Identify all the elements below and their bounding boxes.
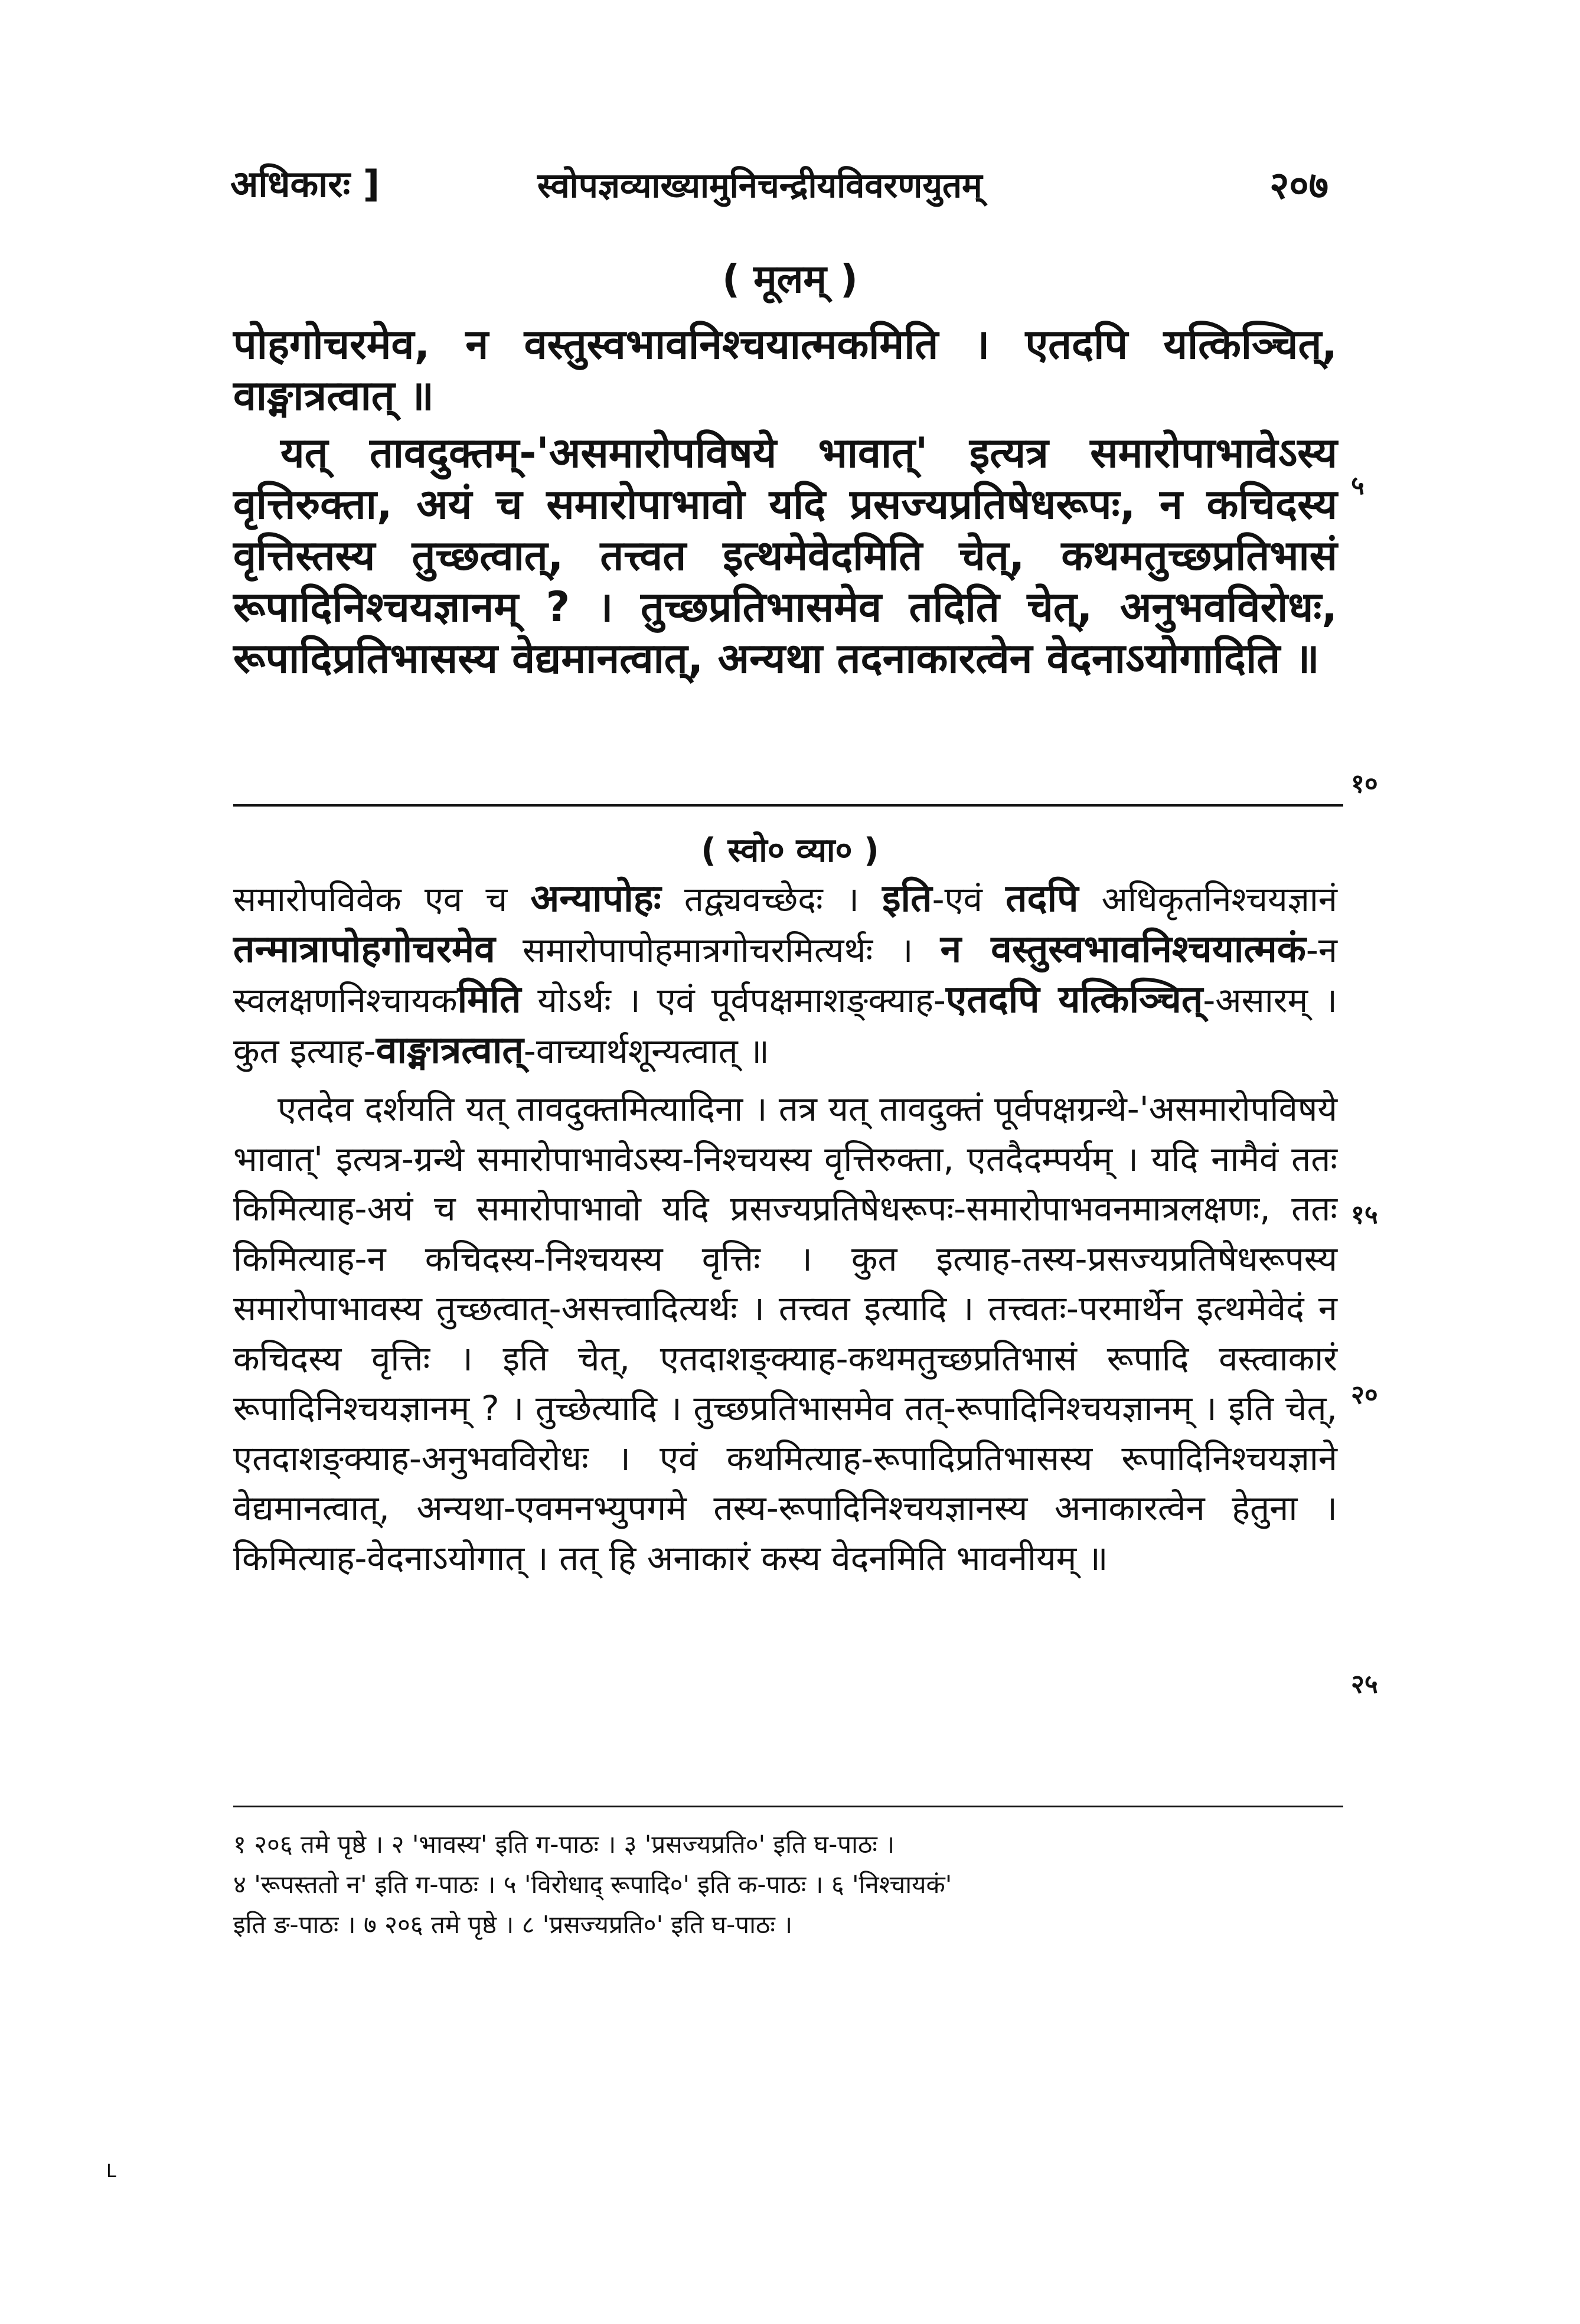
text-run: -असारम् । कुत इत्याह-	[233, 980, 1338, 1071]
lemma: तदपि	[1006, 877, 1079, 921]
footnote-line-3: इति ङ-पाठः । ७ २०६ तमे पृष्ठे । ८ 'प्रसज्यप्रति०' इति घ-पाठः ।	[233, 1910, 793, 1939]
lemma: वाङ्मात्रत्वात्	[376, 1028, 524, 1072]
line-number-20: २०	[1351, 1380, 1378, 1410]
vyakhya-paragraph-2: एतदेव दर्शयति यत् तावदुक्तमित्यादिना । तत्र यत् तावदुक्तं पूर्वपक्षग्रन्थे-'असमारोपविषये भावात्' इत्यत्र-ग्रन्थे समारोपाभावेऽस्य-निश्चयस्य वृत्तिरुक्ता, एतदैदम्पर्यम् । यदि नामैवं ततः किमित्याह-अयं च समारोपाभावो यदि प्रसज्यप्रतिषेधरूपः-समारोपाभवनमात्रलक्षणः, ततः किमित्याह-न कचिदस्य-निश्चयस्य वृत्तिः । कुत इत्याह-तस्य-प्रसज्यप्रतिषेधरूपस्य समारोपाभावस्य तुच्छत्वात्-असत्त्वादित्यर्थः । तत्त्वत इत्यादि । तत्त्वतः-परमार्थेन इत्थमेवेदं न कचिदस्य वृत्तिः । इति चेत्, एतदाशङ्क्याह-कथमतुच्छप्रतिभासं रूपादि वस्त्वाकारं रूपादिनिश्चयज्ञानम् ? । तुच्छेत्यादि । तुच्छप्रतिभासमेव तत्-रूपादिनिश्चयज्ञानम् । इति चेत्, एतदाशङ्क्याह-अनुभवविरोधः । एवं कथमित्याह-रूपादिप्रतिभासस्य रूपादिनिश्चयज्ञाने वेद्यमानत्वात्, अन्यथा-एवमनभ्युपगमे तस्य-रूपादिनिश्चयज्ञानस्य अनाकारत्वेन हेतुना । किमित्याह-वेदनाऽयोगात् । तत् हि अनाकारं कस्य वेदनमिति भावनीयम् ॥	[233, 1089, 1337, 1578]
lemma: न वस्तुस्वभावनिश्चयात्मकं	[940, 927, 1306, 971]
vyakhya-text	[233, 874, 1337, 1583]
text-run: तद्व्यवच्छेदः ।	[661, 879, 883, 919]
mula-paragraph-1: पोहगोचरमेव, न वस्तुस्वभावनिश्चयात्मकमिति । एतदपि यत्किञ्चित्, वाङ्मात्रत्वात् ॥	[233, 320, 1337, 420]
line-number-25: २५	[1351, 1669, 1378, 1699]
line-number-15: १५	[1351, 1200, 1378, 1230]
lemma: तन्मात्रापोहगोचरमेव	[233, 927, 495, 971]
vyakhya-paragraph-1	[233, 874, 1337, 1076]
mula-paragraph-2: यत् तावदुक्तम्-'असमारोपविषये भावात्' इत्यत्र समारोपाभावेऽस्य वृत्तिरुक्ता, अयं च समारोपाभावो यदि प्रसज्यप्रतिषेधरूपः, न कचिदस्य वृत्तिस्तस्य तुच्छत्वात्, तत्त्वत इत्थमेवेदमिति चेत्, कथमतुच्छप्रतिभासं रूपादिनिश्चयज्ञानम् ? । तुच्छप्रतिभासमेव तदिति चेत्, अनुभवविरोधः, रूपादिप्रतिभासस्य वेद्यमानत्वात्, अन्यथा तदनाकारत्वेन वेदनाऽयोगादिति ॥	[233, 429, 1337, 683]
line-number-10: १०	[1351, 769, 1378, 799]
text-run: -वाच्यार्थशून्यत्वात् ॥	[523, 1030, 769, 1071]
text-run: समारोपापोहमात्रगोचरमित्यर्थः ।	[495, 929, 941, 970]
text-run: -न स्वलक्षणनिश्चायक	[233, 929, 1337, 1020]
lemma: मिति	[457, 978, 521, 1021]
footnote-line-1: १ २०६ तमे पृष्ठे । २ 'भावस्य' इति ग-पाठः । ३ 'प्रसज्यप्रति०' इति घ-पाठः ।	[233, 1830, 895, 1859]
text-run: अधिकृतनिश्चयज्ञानं	[1078, 879, 1337, 919]
corner-mark: L	[106, 2161, 116, 2182]
footnote-divider	[233, 1806, 1343, 1807]
page-number: २०७	[1269, 164, 1328, 208]
text-run: समारोपविवेक एव च	[233, 879, 531, 919]
footnotes	[233, 1824, 1343, 1945]
chapter-marker: अधिकारः ]	[230, 162, 380, 205]
running-header	[230, 158, 1328, 211]
text-run: योऽर्थः । एवं पूर्वपक्षमाशङ्क्याह-	[521, 980, 946, 1020]
lemma: अन्यापोहः	[530, 877, 661, 921]
section-divider	[233, 804, 1343, 807]
lemma: एतदपि यत्किञ्चित्	[945, 978, 1203, 1021]
line-number-5: ५	[1351, 471, 1364, 501]
footnote-line-2: ४ 'रूपस्ततो न' इति ग-पाठः । ५ 'विरोधाद् रूपादि०' इति क-पाठः । ६ 'निश्चायकं'	[233, 1870, 952, 1899]
running-title: स्वोपज्ञव्याख्यामुनिचन्द्रीयविवरणयुतम्	[537, 165, 982, 205]
mula-text	[233, 319, 1337, 684]
vyakhya-heading: ( स्वो० व्या० )	[701, 831, 879, 870]
mula-heading: ( मूलम् )	[722, 256, 858, 302]
text-run: -एवं	[932, 879, 1006, 919]
lemma: इति	[882, 877, 932, 921]
